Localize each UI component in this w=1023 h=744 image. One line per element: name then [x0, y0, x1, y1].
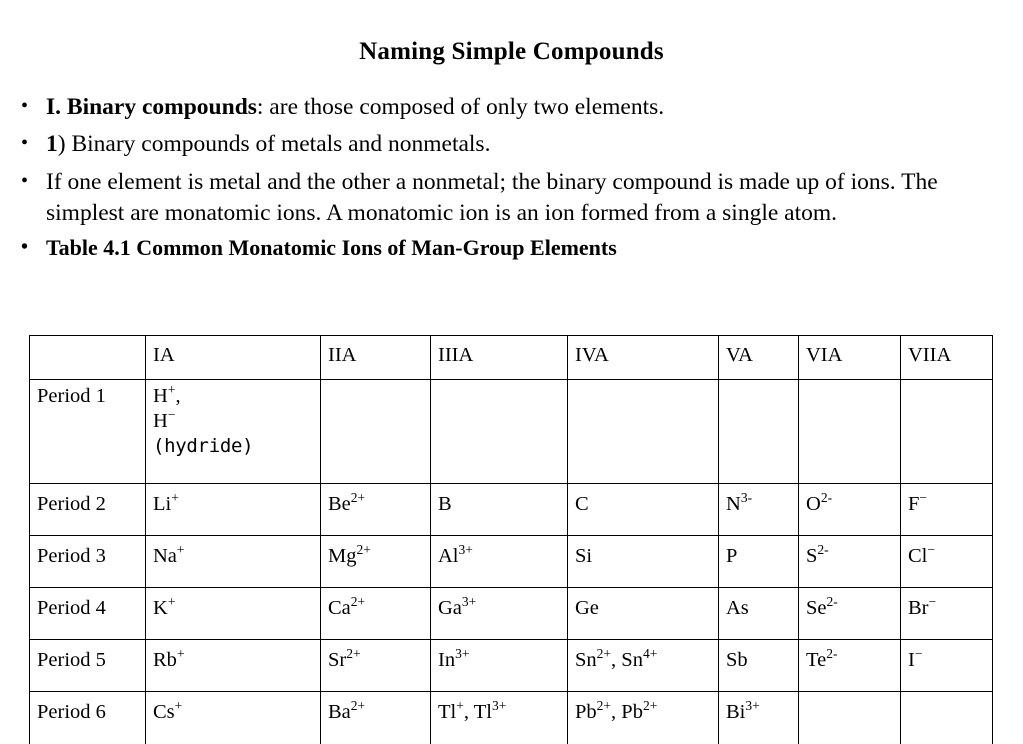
ion-charge: + — [456, 698, 464, 714]
table-cell — [146, 484, 321, 536]
table-cell — [901, 640, 993, 692]
table-row-header: Period 6 — [30, 692, 146, 744]
table-cell — [431, 536, 568, 588]
ion-charge: 2+ — [350, 698, 366, 714]
ion-symbol: B — [438, 493, 452, 515]
table-cell — [901, 484, 993, 536]
ion-symbol: P — [726, 545, 738, 567]
cell-line — [153, 596, 320, 621]
table-cell — [901, 380, 993, 484]
bullet-rest-binary-compounds: : are those composed of only two elements. — [256, 94, 665, 120]
table-row — [30, 692, 993, 744]
table-corner-cell — [30, 336, 146, 380]
ion-separator: , — [175, 385, 181, 407]
ion-symbol: Cl — [908, 545, 928, 567]
ion-charge: − — [914, 646, 923, 662]
table-cell — [568, 692, 719, 744]
cell-line — [328, 492, 430, 517]
ion-charge: + — [174, 698, 183, 714]
table-cell — [431, 692, 568, 744]
table-row-header: Period 1 — [30, 380, 146, 484]
table-cell — [568, 640, 719, 692]
bullet-marker-icon: • — [21, 95, 29, 117]
ion-charge: 2+ — [346, 646, 361, 662]
table-body — [30, 336, 993, 744]
ion-charge: − — [919, 490, 928, 506]
ion-charge: 2+ — [350, 594, 366, 610]
ion-symbol: Pb — [621, 701, 643, 723]
bullet-marker-icon: • — [21, 132, 29, 155]
ion-symbol: As — [726, 597, 749, 619]
ion-charge: 2+ — [596, 646, 612, 662]
cell-line — [153, 648, 320, 673]
ion-symbol: Sn — [621, 649, 643, 671]
bullet-item-monatomic-ions-explanation — [8, 167, 1008, 230]
cell-line — [328, 596, 430, 621]
bullet-marker-icon: • — [21, 236, 29, 258]
table-cell — [719, 536, 799, 588]
cell-line — [575, 596, 718, 621]
ion-symbol: Sn — [575, 649, 597, 671]
page-title: Naming Simple Compounds — [359, 38, 664, 65]
table-column-header-va: VA — [719, 336, 799, 380]
table-cell — [719, 640, 799, 692]
table-column-header-iiia: IIIA — [431, 336, 568, 380]
ion-symbol: H — [153, 410, 168, 432]
cell-line — [726, 492, 798, 517]
cell-line — [153, 434, 320, 459]
cell-line — [908, 648, 992, 673]
ion-separator: , — [463, 701, 474, 723]
table-cell — [799, 380, 901, 484]
table-cell — [719, 692, 799, 744]
ion-symbol: N — [726, 493, 741, 515]
bullet-rest-monatomic-ions-explanation: If one element is metal and the other a nonmetal; the binary compound is made up of ions. The simplest are monatomic ions. A monatomic ion is an ion formed from a single atom. — [46, 168, 938, 226]
bullet-rest-metals-nonmetals: ) Binary compounds of metals and nonmetals. — [57, 131, 491, 158]
ion-charge: − — [928, 594, 937, 610]
table-column-header-viia: VIIA — [901, 336, 993, 380]
ion-symbol: Sr — [328, 649, 347, 671]
ion-charge: + — [167, 382, 176, 398]
table-cell — [321, 692, 431, 744]
table-cell — [321, 640, 431, 692]
cell-line — [153, 700, 320, 725]
ion-charge: 2- — [817, 542, 829, 558]
table-row — [30, 640, 993, 692]
table-cell — [146, 380, 321, 484]
table-cell — [431, 588, 568, 640]
ion-symbol: Se — [806, 597, 827, 619]
cell-line — [908, 544, 992, 569]
cell-line — [806, 492, 900, 517]
table-cell — [799, 640, 901, 692]
ion-symbol: Mg — [328, 545, 357, 567]
cell-line — [438, 700, 567, 725]
table-column-header-ia: IA — [146, 336, 321, 380]
table-cell — [321, 484, 431, 536]
table-row — [30, 536, 993, 588]
table-header-row — [30, 336, 993, 380]
cell-line — [575, 700, 718, 725]
ion-separator: , — [611, 649, 622, 671]
table-cell — [568, 588, 719, 640]
cell-line — [153, 384, 320, 409]
ion-charge: 3+ — [461, 594, 477, 610]
ion-symbol: H — [153, 385, 168, 407]
ion-symbol: (hydride) — [153, 435, 254, 457]
cell-line — [726, 596, 798, 621]
table-cell — [568, 484, 719, 536]
bullet-item-metals-nonmetals — [8, 129, 1008, 160]
ion-charge: − — [167, 407, 176, 423]
ion-charge: 3+ — [491, 698, 507, 714]
table-cell — [321, 588, 431, 640]
cell-line — [806, 544, 900, 569]
ion-charge: − — [927, 542, 935, 558]
bullet-item-table-caption — [8, 233, 1008, 262]
table-row — [30, 380, 993, 484]
table-row — [30, 484, 993, 536]
ion-symbol: C — [575, 493, 589, 515]
table-cell — [568, 536, 719, 588]
table-cell — [321, 536, 431, 588]
table-column-header-via: VIA — [799, 336, 901, 380]
cell-line — [438, 596, 567, 621]
ion-symbol: Ga — [438, 597, 462, 619]
ion-symbol: Li — [153, 493, 172, 515]
ion-symbol: Ge — [575, 597, 599, 619]
table-cell — [146, 536, 321, 588]
ion-symbol: S — [806, 545, 818, 567]
monatomic-ions-table-container — [29, 335, 992, 744]
ion-charge: + — [176, 542, 185, 558]
table-cell — [146, 640, 321, 692]
cell-line — [153, 544, 320, 569]
table-caption: Table 4.1 Common Monatomic Ions of Man-Group Elements — [46, 235, 617, 260]
ion-charge: + — [167, 594, 176, 610]
ion-charge: + — [171, 490, 179, 506]
ion-charge: 2+ — [596, 698, 612, 714]
cell-line — [438, 492, 567, 517]
ion-charge: 2+ — [356, 542, 371, 558]
table-cell — [719, 588, 799, 640]
table-cell — [719, 484, 799, 536]
ion-symbol: In — [438, 649, 456, 671]
ion-symbol: I — [908, 649, 915, 671]
ion-charge: 2- — [820, 490, 833, 506]
table-cell — [321, 380, 431, 484]
ion-charge: 3+ — [458, 542, 473, 558]
cell-line — [726, 648, 798, 673]
bullet-list — [8, 92, 1008, 264]
bullet-lead-metals-nonmetals: 1 — [46, 131, 58, 158]
table-row-header: Period 5 — [30, 640, 146, 692]
table-cell — [146, 692, 321, 744]
cell-line — [726, 544, 798, 569]
ion-symbol: Tl — [473, 701, 492, 723]
table-cell — [431, 640, 568, 692]
table-cell — [799, 536, 901, 588]
cell-line — [575, 544, 718, 569]
ion-symbol: Cs — [153, 701, 175, 723]
ion-symbol: Br — [908, 597, 929, 619]
ion-symbol: Sb — [726, 649, 748, 671]
ion-charge: 2- — [826, 646, 838, 662]
ion-charge: 3- — [740, 490, 753, 506]
cell-line — [438, 544, 567, 569]
ion-symbol: Be — [328, 493, 351, 515]
ion-symbol: Ba — [328, 701, 351, 723]
ion-symbol: Pb — [575, 701, 597, 723]
bullet-item-binary-compounds — [8, 92, 1008, 123]
ion-charge: 2- — [826, 594, 838, 610]
cell-line — [575, 648, 718, 673]
ion-separator: , — [611, 701, 622, 723]
table-cell — [901, 536, 993, 588]
table-cell — [431, 380, 568, 484]
cell-line — [908, 492, 992, 517]
cell-line — [328, 700, 430, 725]
bullet-lead-binary-compounds: I. Binary compounds — [46, 94, 257, 120]
ion-charge: 2+ — [350, 490, 366, 506]
table-cell — [568, 380, 719, 484]
ion-symbol: K — [153, 597, 168, 619]
ion-charge: 2+ — [642, 698, 658, 714]
table-row-header: Period 4 — [30, 588, 146, 640]
cell-line — [806, 596, 900, 621]
table-cell — [799, 588, 901, 640]
ion-symbol: Na — [153, 545, 177, 567]
ion-charge: 3+ — [455, 646, 470, 662]
ion-symbol: Rb — [153, 649, 177, 671]
ion-symbol: F — [908, 493, 920, 515]
table-cell — [901, 588, 993, 640]
cell-line — [438, 648, 567, 673]
cell-line — [575, 492, 718, 517]
table-cell — [431, 484, 568, 536]
table-column-header-iia: IIA — [321, 336, 431, 380]
table-cell — [799, 692, 901, 744]
cell-line — [153, 409, 320, 434]
table-row-header: Period 2 — [30, 484, 146, 536]
ion-charge: 4+ — [642, 646, 658, 662]
cell-line — [908, 596, 992, 621]
ion-symbol: Ca — [328, 597, 351, 619]
ion-symbol: Te — [806, 649, 827, 671]
table-cell — [901, 692, 993, 744]
table-cell — [719, 380, 799, 484]
cell-line — [726, 700, 798, 725]
cell-line — [328, 648, 430, 673]
ion-charge: + — [176, 646, 185, 662]
bullet-marker-icon: • — [21, 169, 29, 192]
ion-charge: 3+ — [745, 698, 760, 714]
ion-symbol: Al — [438, 545, 459, 567]
table-cell — [146, 588, 321, 640]
ion-symbol: Tl — [438, 701, 457, 723]
table-cell — [799, 484, 901, 536]
cell-line — [806, 648, 900, 673]
cell-line — [153, 492, 320, 517]
table-row — [30, 588, 993, 640]
monatomic-ions-table — [29, 335, 993, 744]
ion-symbol: Bi — [726, 701, 746, 723]
ion-symbol: Si — [575, 545, 593, 567]
cell-line — [328, 544, 430, 569]
ion-symbol: O — [806, 493, 821, 515]
table-row-header: Period 3 — [30, 536, 146, 588]
table-column-header-iva: IVA — [568, 336, 719, 380]
